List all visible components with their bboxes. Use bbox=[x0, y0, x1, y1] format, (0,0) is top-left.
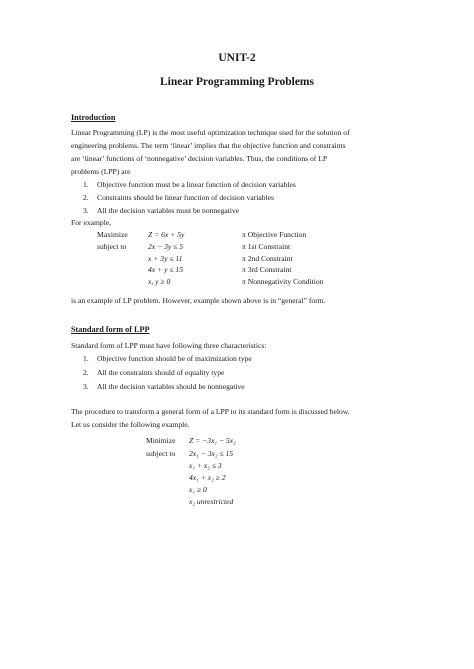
intro-paragraph-line: problems (LPP) are bbox=[71, 167, 131, 176]
list-text: All the constraints should of equality type bbox=[97, 368, 225, 377]
list-number: 1. bbox=[83, 180, 89, 189]
standard-lead-text: Standard form of LPP must have following three characteristics: bbox=[71, 341, 267, 350]
intro-paragraph-line: engineering problems. The term ‘linear’ implies that the objective function and constraints bbox=[71, 141, 346, 150]
intro-paragraph-line: are ‘linear’ functions of ‘nonnegative’ decision variables. Thus, the conditions of LP bbox=[71, 154, 328, 163]
equation-note: π Nonnegativity Condition bbox=[242, 277, 324, 286]
list-number: 2. bbox=[83, 193, 89, 202]
equation: x₂ unrestricted bbox=[189, 497, 234, 506]
for-example-text: For example, bbox=[71, 218, 112, 227]
list-item bbox=[83, 368, 224, 377]
list-number: 1. bbox=[83, 354, 89, 363]
equation: x + 3y ≤ 11 bbox=[148, 254, 183, 263]
list-number: 3. bbox=[83, 206, 89, 215]
equation: x₁ + x₂ ≤ 3 bbox=[189, 461, 222, 470]
list-item bbox=[83, 193, 274, 202]
list-item bbox=[83, 354, 252, 363]
list-number: 2. bbox=[83, 368, 89, 377]
equation: x, y ≥ 0 bbox=[148, 277, 171, 286]
list-number: 3. bbox=[83, 382, 89, 391]
equation: Z = −3x₁ − 5x₂ bbox=[189, 436, 236, 445]
example-label-subject-to: subject to bbox=[97, 242, 127, 251]
procedure-text-line: Let us consider the following example. bbox=[71, 420, 190, 429]
equation: 4x + y ≤ 15 bbox=[148, 265, 184, 274]
list-item bbox=[83, 180, 296, 189]
list-text: Objective function should be of maximization type bbox=[97, 354, 252, 363]
introduction-heading: Introduction bbox=[71, 113, 116, 122]
standard-form-heading: Standard form of LPP bbox=[71, 325, 150, 334]
list-text: All the decision variables must be nonnegative bbox=[97, 206, 240, 215]
equation-note: π 1st Constraint bbox=[242, 242, 291, 251]
equation: 2x₁ − 3x₂ ≤ 15 bbox=[189, 449, 234, 458]
unit-title: UNIT-2 bbox=[218, 52, 256, 64]
page-title: Linear Programming Problems bbox=[160, 76, 314, 88]
equation-note: π 3rd Constraint bbox=[242, 265, 292, 274]
equation: Z = 6x + 5y bbox=[148, 230, 185, 239]
list-item bbox=[83, 382, 245, 391]
equation: 2x − 3y ≤ 5 bbox=[148, 242, 184, 251]
list-text: Objective function must be a linear function of decision variables bbox=[97, 180, 296, 189]
list-item bbox=[83, 206, 239, 215]
list-text: All the decision variables should be nonnegative bbox=[97, 382, 245, 391]
equation: x₁ ≥ 0 bbox=[189, 485, 207, 494]
equation: 4x₁ + x₂ ≥ 2 bbox=[189, 473, 226, 482]
example-label-maximize: Maximize bbox=[97, 230, 128, 239]
procedure-text-line: The procedure to transform a general form of a LPP to its standard form is discussed below. bbox=[71, 407, 350, 416]
example-label-subject-to: subject to bbox=[146, 449, 176, 458]
example-label-minimize: Minimize bbox=[146, 436, 176, 445]
list-text: Constraints should be linear function of decision variables bbox=[97, 193, 274, 202]
equation-note: π Objective Function bbox=[242, 230, 307, 239]
closing-text: is an example of LP problem. However, example shown above is in “general” form. bbox=[71, 296, 326, 305]
intro-paragraph-line: Linear Programming (LP) is the most useful optimization technique used for the solution of bbox=[71, 128, 350, 137]
equation-note: π 2nd Constraint bbox=[242, 254, 293, 263]
